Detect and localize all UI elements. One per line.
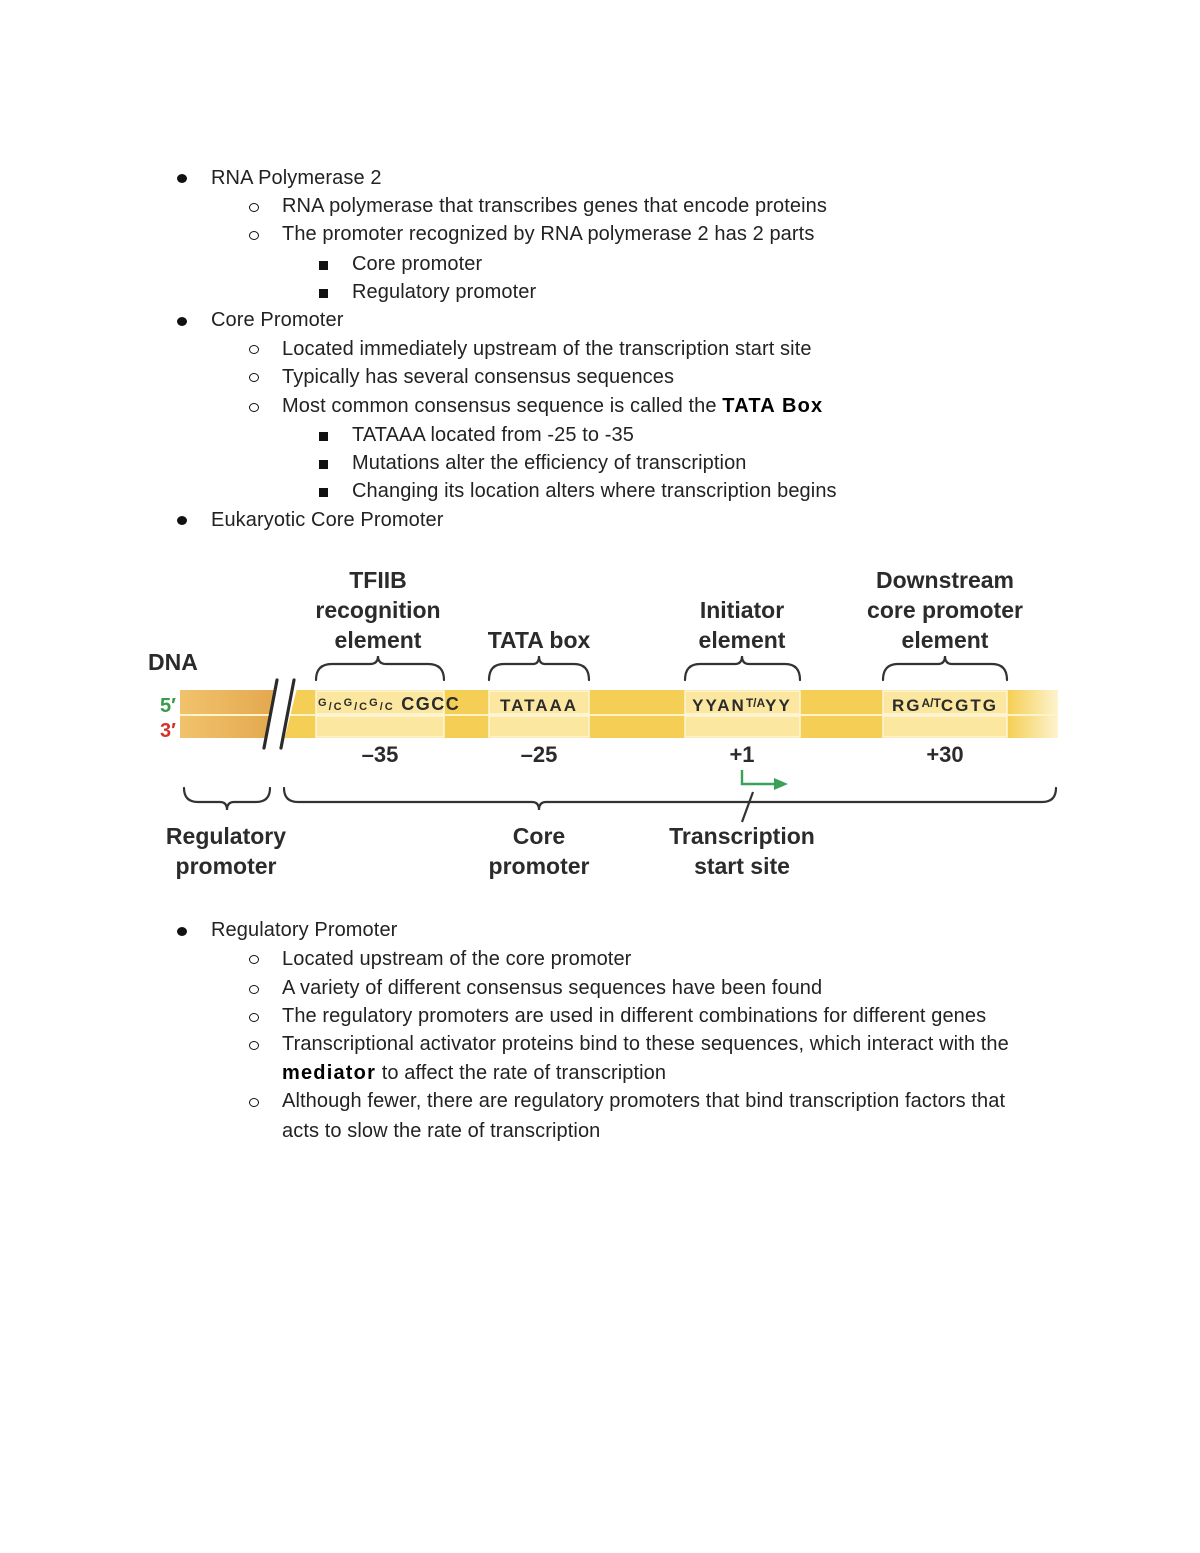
note-line: A variety of different consensus sequences have been found	[282, 977, 823, 999]
note-line: Changing its location alters where transcription begins	[352, 480, 837, 502]
downstream-brace	[883, 656, 1007, 680]
regulatory-promoter-label-2: promoter	[175, 853, 277, 879]
tss-pointer-line	[742, 792, 753, 822]
note-line: Although fewer, there are regulatory promoters that bind transcription factors that	[282, 1090, 1006, 1112]
note-line: TATAAA located from -25 to -35	[352, 424, 635, 446]
note-line: RNA polymerase that transcribes genes that encode proteins	[282, 195, 827, 217]
bullet-square-icon	[319, 488, 328, 497]
bullet-dot-icon	[177, 174, 187, 183]
bullet-square-icon	[319, 432, 328, 441]
tss-label-2: start site	[694, 853, 790, 879]
bullet-circle-icon	[249, 1041, 259, 1050]
note-line-tata	[282, 392, 823, 420]
bullet-circle-icon	[249, 403, 259, 412]
dna-label: DNA	[148, 649, 198, 675]
tata-brace	[489, 656, 589, 680]
core-promoter-label-1: Core	[512, 823, 566, 849]
tata-box-label: TATA box	[487, 627, 591, 653]
initiator-label-line-2: element	[698, 627, 786, 653]
strand-5-label: 5′	[160, 695, 176, 717]
initiator-brace	[685, 656, 800, 680]
tfiib-label-line-1: TFIIB	[349, 567, 407, 593]
downstream-label-line-1: Downstream	[875, 567, 1015, 593]
tfiib-brace	[316, 656, 444, 680]
bullet-circle-icon	[249, 345, 259, 354]
note-line: The promoter recognized by RNA polymerase 2 has 2 parts	[282, 223, 815, 245]
note-line: acts to slow the rate of transcription	[282, 1120, 601, 1142]
note-text: to affect the rate of transcription	[376, 1062, 667, 1084]
mediator-keyword: mediator	[282, 1062, 377, 1084]
heading-rna-polymerase-2: RNA Polymerase 2	[211, 167, 382, 189]
bullet-dot-icon	[177, 927, 187, 936]
tfiib-sequence: $^G_{/C}^G_{/C}^G_{/C}$ CGCC	[318, 694, 461, 714]
bullet-square-icon	[319, 289, 328, 298]
note-line: Typically has several consensus sequences	[282, 366, 675, 388]
initiator-sequence: $YYAN^{T/A}YY$	[692, 696, 792, 715]
bottom-braces	[184, 788, 1056, 810]
note-line: Mutations alter the efficiency of transcription	[352, 452, 747, 474]
core-promoter-label-2: promoter	[488, 853, 590, 879]
bullet-circle-icon	[249, 1013, 259, 1022]
heading-core-promoter: Core Promoter	[211, 309, 344, 331]
note-line: Transcriptional activator proteins bind to these sequences, which interact with the	[282, 1033, 1009, 1055]
heading-eukaryotic-core-promoter: Eukaryotic Core Promoter	[211, 509, 444, 531]
tfiib-label-line-2: recognition	[315, 597, 441, 623]
note-line: The regulatory promoters are used in different combinations for different genes	[282, 1005, 987, 1027]
position-plus-30: +30	[926, 742, 964, 767]
downstream-label-line-2: core promoter	[867, 597, 1023, 623]
note-line: Located upstream of the core promoter	[282, 948, 632, 970]
position-plus-1: +1	[729, 742, 755, 767]
bullet-circle-icon	[249, 373, 259, 382]
initiator-label-line-1: Initiator	[699, 597, 785, 623]
regulatory-promoter-label-1: Regulatory	[165, 823, 287, 849]
bullet-circle-icon	[249, 955, 259, 964]
transcription-start-arrow-icon	[742, 770, 776, 784]
tata-box-bottom	[489, 716, 589, 737]
note-line: Located immediately upstream of the transcription start site	[282, 338, 812, 360]
tss-label-1: Transcription	[669, 823, 815, 849]
position-minus-25: –25	[520, 742, 558, 767]
initiator-box-bottom	[685, 716, 800, 737]
tata-box-keyword: TATA Box	[722, 395, 824, 417]
downstream-box-bottom	[883, 716, 1007, 737]
bullet-circle-icon	[249, 203, 259, 212]
note-text: Most common consensus sequence is called the	[282, 395, 723, 417]
tata-sequence: TATAAA	[499, 696, 579, 715]
top-braces	[316, 656, 1007, 680]
strand-3-label: 3′	[160, 720, 176, 742]
eukaryotic-core-promoter-diagram	[140, 560, 1070, 890]
bullet-square-icon	[319, 261, 328, 270]
note-line: Core promoter	[352, 253, 483, 275]
note-line-mediator	[282, 1059, 666, 1087]
arrow-head-icon	[774, 778, 788, 790]
downstream-sequence: $RG^{A/T}CGTG$	[892, 696, 998, 715]
core-brace	[284, 788, 1056, 810]
bullet-dot-icon	[177, 516, 187, 525]
downstream-label-line-3: element	[901, 627, 989, 653]
tfiib-box-bottom	[316, 716, 444, 737]
bullet-circle-icon	[249, 985, 259, 994]
regulatory-brace	[184, 788, 270, 810]
bullet-circle-icon	[249, 1098, 259, 1107]
position-minus-35: –35	[361, 742, 399, 767]
note-line: Regulatory promoter	[352, 281, 537, 303]
tfiib-label-line-3: element	[334, 627, 422, 653]
bullet-circle-icon	[249, 231, 259, 240]
bullet-dot-icon	[177, 317, 187, 326]
heading-regulatory-promoter: Regulatory Promoter	[211, 919, 398, 941]
bullet-square-icon	[319, 460, 328, 469]
